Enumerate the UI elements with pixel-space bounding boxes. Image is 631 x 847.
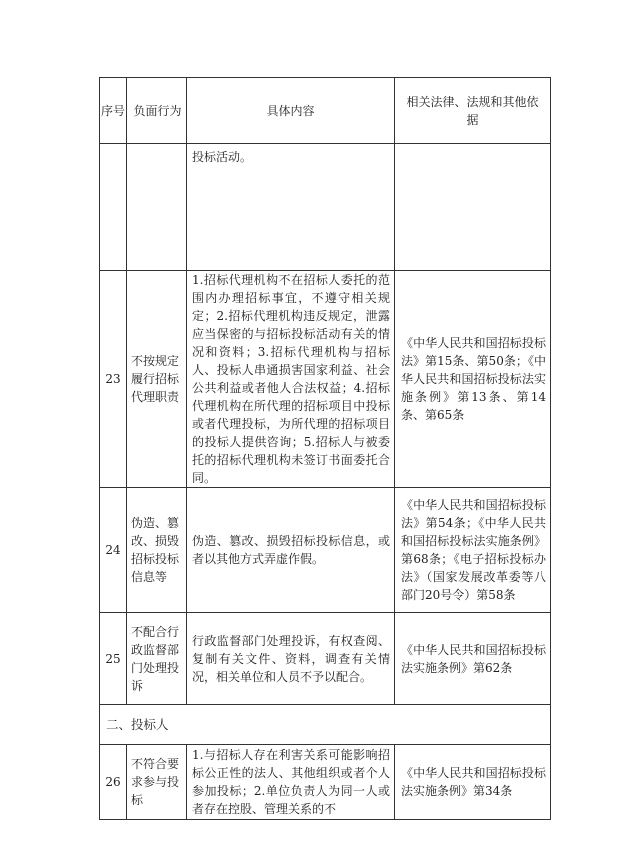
continuation-behavior: [127, 144, 187, 271]
table-row: [100, 613, 551, 705]
row-content: 1.招标代理机构不在招标人委托的范围内办理招标事宜，不遵守相关规定；2.招标代理机构违反规定，泄露应当保密的与招标投标活动有关的情况和资料；3.招标代理机构与招标人、投标人串通损害国家利益、社会公共利益或者他人合法权益；4.招标代理机构在所代理的招标项目中投标或者代理投标，为所代理的招标项目的投标人提供咨询；5.招标人与被委托的招标代理机构未签订书面委托合同。: [187, 271, 395, 488]
row-behavior: 伪造、篡改、损毁招标投标信息等: [127, 488, 187, 613]
row-law: 《中华人民共和国招标投标法》第54条；《中华人民共和国招标投标法实施条例》第68条；《电子招标投标办法》（国家发展改革委等八部门20号令）第58条: [395, 488, 551, 613]
table-row: [100, 488, 551, 613]
header-number: 序号: [100, 78, 127, 144]
header-law: 相关法律、法规和其他依据: [395, 78, 551, 144]
row-content: 1.与招标人存在利害关系可能影响招标公正性的法人、其他组织或者个人参加投标；2.单位负责人为同一人或者存在控股、管理关系的不: [187, 745, 395, 820]
continuation-content: 投标活动。: [187, 144, 395, 271]
row-law: 《中华人民共和国招标投标法》第15条、第50条；《中华人民共和国招标投标法实施条例》第13条、第14条、第65条: [395, 271, 551, 488]
header-row: [100, 78, 551, 144]
row-content: 行政监督部门处理投诉，有权查阅、复制有关文件、资料，调查有关情况，相关单位和人员不予以配合。: [187, 613, 395, 705]
regulation-table: [99, 77, 551, 820]
row-number: 23: [100, 271, 127, 488]
row-behavior: 不符合要求参与投标: [127, 745, 187, 820]
row-number: 25: [100, 613, 127, 705]
row-law: 《中华人民共和国招标投标法实施条例》第34条: [395, 745, 551, 820]
continuation-number: [100, 144, 127, 271]
section-title: 二、投标人: [100, 705, 551, 745]
section-row: [100, 705, 551, 745]
continuation-row: [100, 144, 551, 271]
header-behavior: 负面行为: [127, 78, 187, 144]
header-content: 具体内容: [187, 78, 395, 144]
table-row: [100, 745, 551, 820]
row-number: 26: [100, 745, 127, 820]
row-law: 《中华人民共和国招标投标法实施条例》第62条: [395, 613, 551, 705]
row-behavior: 不按规定履行招标代理职责: [127, 271, 187, 488]
row-behavior: 不配合行政监督部门处理投诉: [127, 613, 187, 705]
row-number: 24: [100, 488, 127, 613]
table-row: [100, 271, 551, 488]
row-content: 伪造、篡改、损毁招标投标信息，或者以其他方式弄虚作假。: [187, 488, 395, 613]
continuation-law: [395, 144, 551, 271]
